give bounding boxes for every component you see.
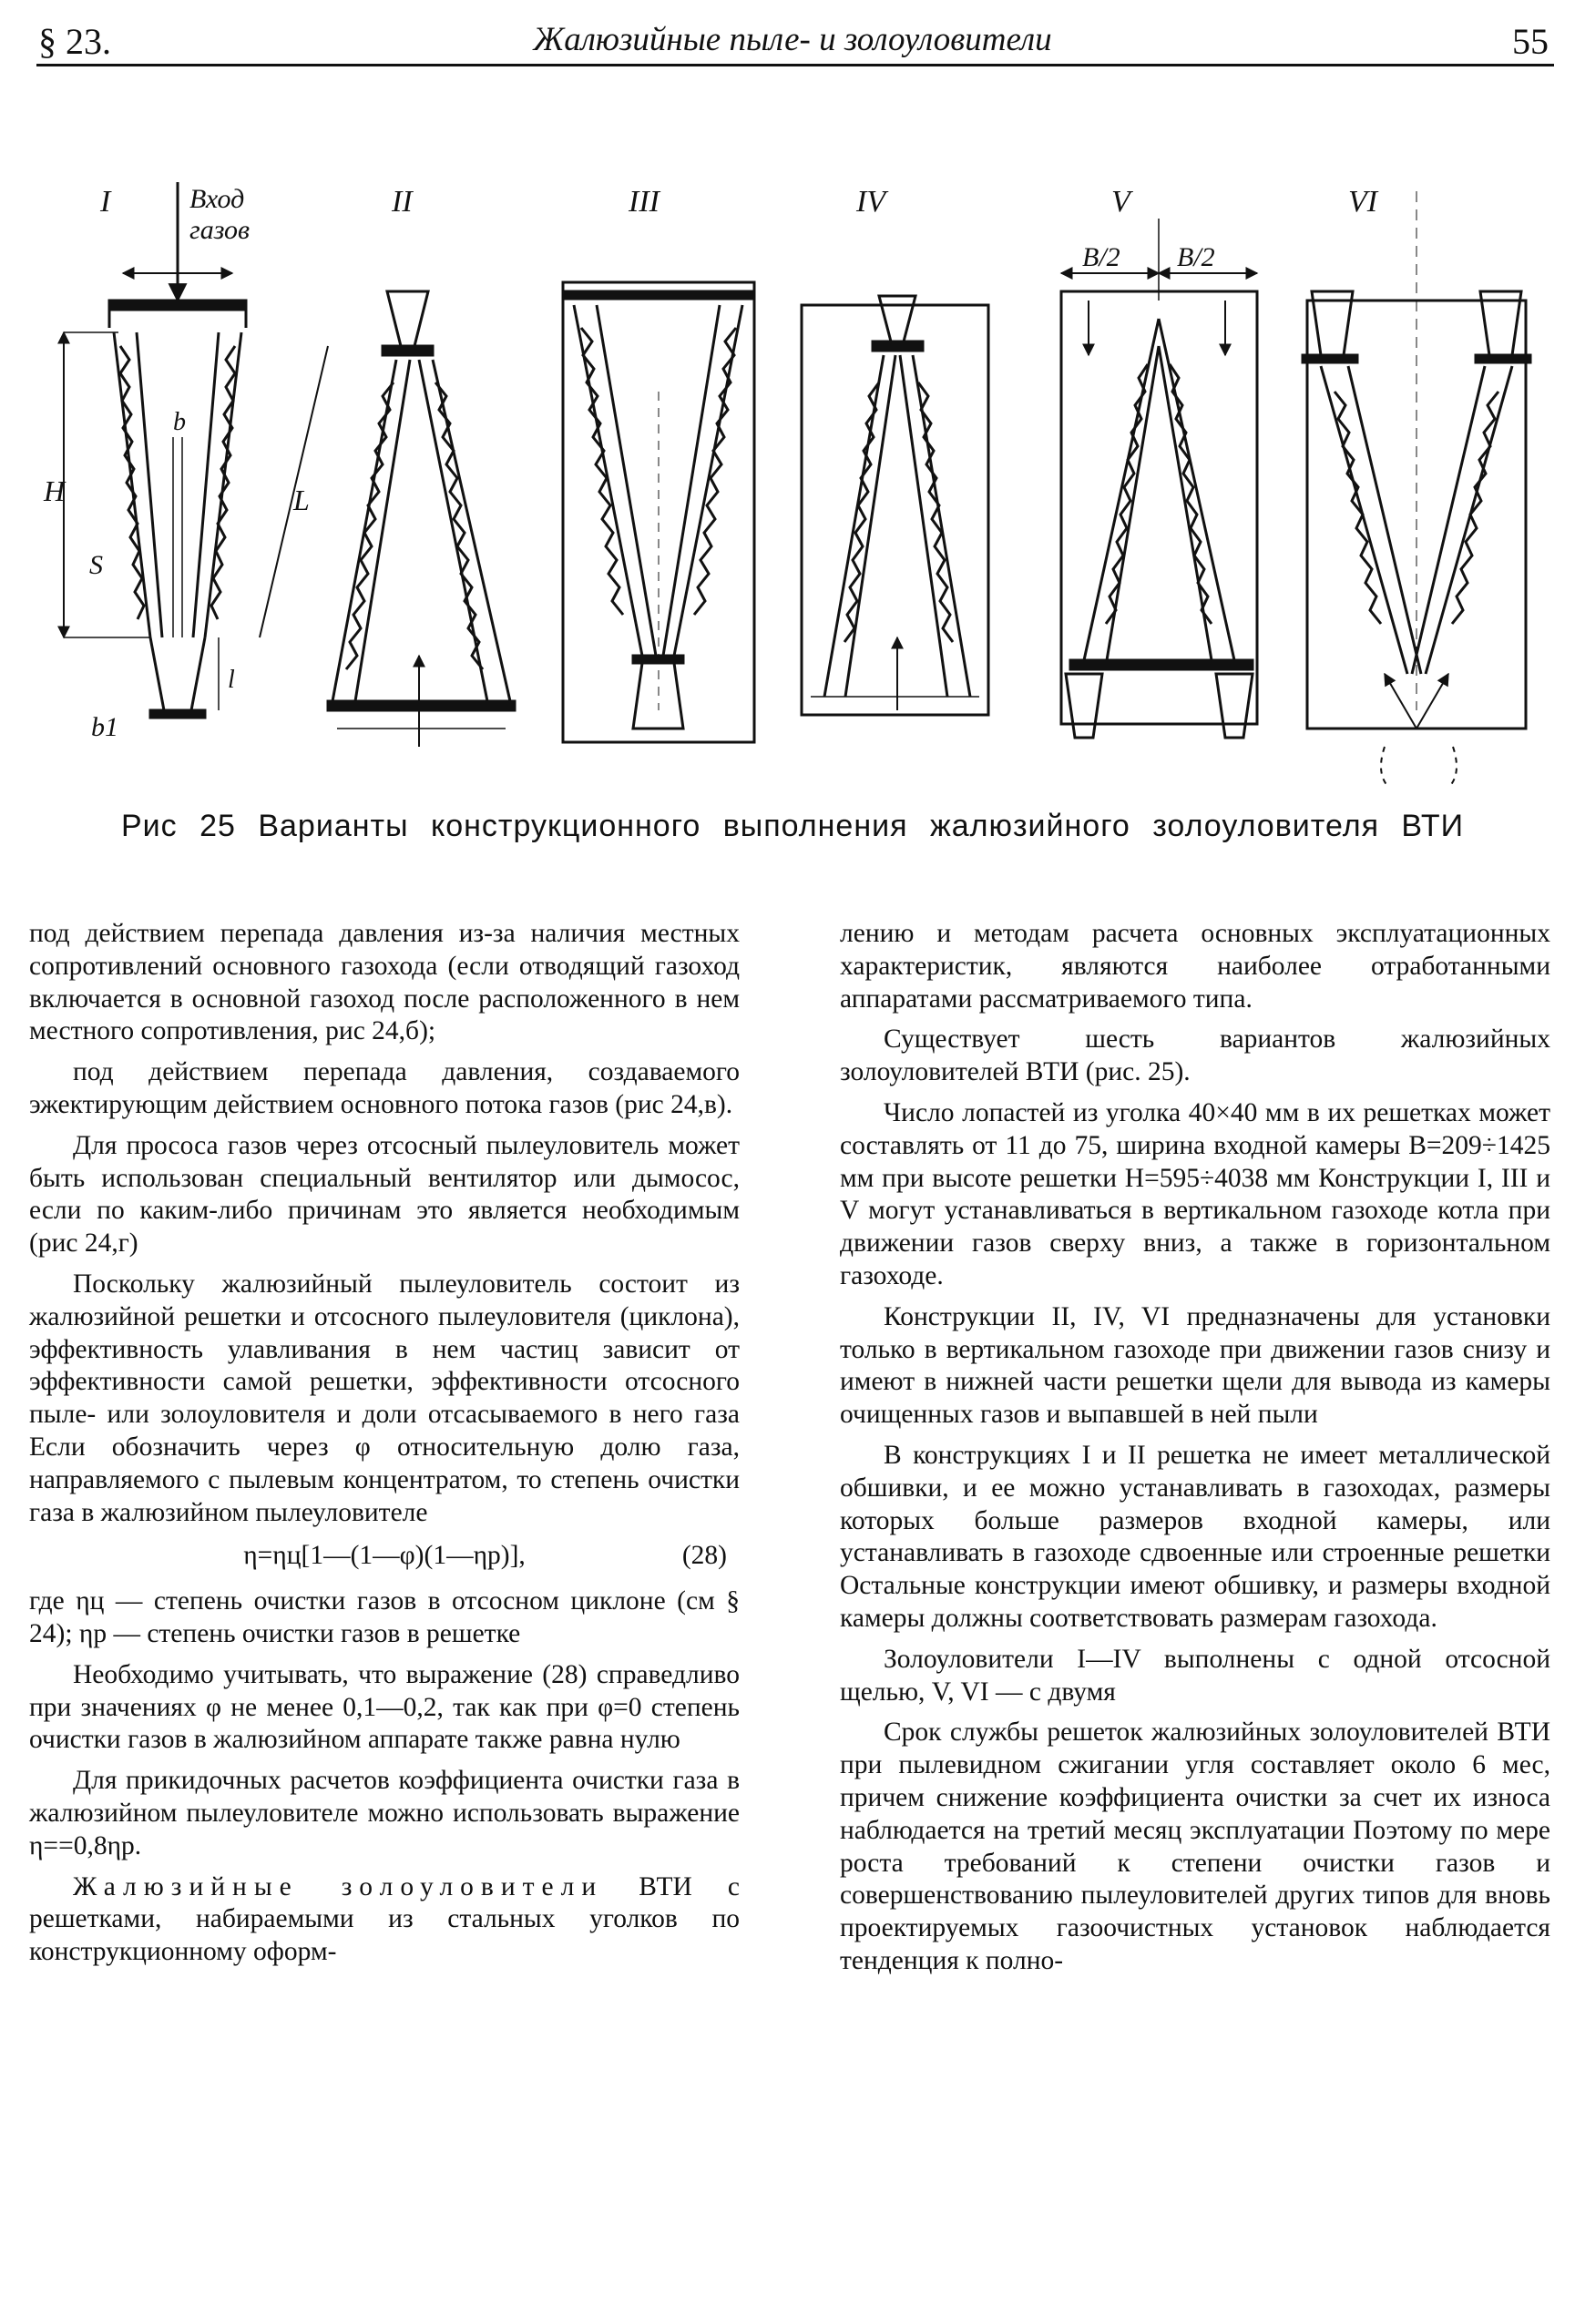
inlet-label-line2: газов [189,215,251,245]
variant-6-drawing [1303,191,1530,788]
section-number: § 23. [38,21,111,62]
right-paragraph-2: Существует шесть вариантов жалюзийных золоуловителей ВТИ (рис. 25). [840,1024,1550,1087]
variant-label-4: IV [856,185,886,219]
dim-S-label: S [89,550,103,580]
figure-drawing [36,164,1549,801]
variant-1-drawing [64,182,328,718]
equation-number: (28) [681,1541,727,1571]
variant-label-6: VI [1348,185,1378,219]
page-number: 55 [1512,21,1549,62]
dim-L-label: L [293,484,310,516]
left-paragraph-5: где ηц — степень очистки газов в отсосном циклоне (см § 24); ηр — степень очистки газов в решетке [29,1586,740,1648]
header-rule [36,64,1554,66]
right-paragraph-3: Число лопастей из уголка 40×40 мм в их решетках может составлять от 11 до 75, ширина входной камеры B=209÷1425 мм при высоте решетки H=595÷4038 мм Конструкции I, III и V могут устанавливаться в вертикальном газоходе котла при движении газов сверху вниз, а также в горизонтальном газоходе. [840,1097,1550,1290]
dim-B-half-right-label: B/2 [1177,242,1215,272]
variant-label-2: II [392,185,413,219]
figure-caption: Рис 25 Варианты конструкционного выполнения жалюзийного золоуловителя ВТИ [120,809,1465,843]
variant-3-drawing [563,282,754,742]
left-paragraph-4: Поскольку жалюзийный пылеуловитель состоит из жалюзийной решетки и отсосного пылеуловителя (циклона), эффективность улавливания в нем частиц зависит от эффективности самой решетки, эффективности отсосного пыле- или золоуловителя и доли отсасываемого в него газа Если обозначить через φ относительную долю газа, направляемого с пылевым концентратом, то степень очистки газа в жалюзийном пылеуловителе [29,1269,740,1527]
left-paragraph-3: Для прососа газов через отсосный пылеуловитель может быть использован специальный вентилятор или дымосос, если по каким-либо причинам это является необходимым (рис 24,г) [29,1130,740,1259]
right-column [840,918,1550,1986]
running-title: Жалюзийные пыле- и золоуловители [533,21,1052,58]
left-paragraph-1: под действием перепада давления из-за наличия местных сопротивлений основного газохода (если отводящий газоход включается в основной газоход после расположенного в нем местного сопротивления, рис 24,б); [29,919,740,1046]
variant-2-drawing [328,291,515,747]
dim-b1-label: b1 [91,712,118,742]
dim-l-label: l [228,666,235,694]
equation-body: η=ηц[1—(1—φ)(1—ηр)], [243,1541,526,1571]
inlet-label-line1: Вход [189,184,245,214]
dim-B-half-left-label: B/2 [1082,242,1120,272]
equation-28 [29,1540,740,1573]
figure-25 [36,164,1549,801]
variant-label-5: V [1111,185,1130,219]
left-paragraph-7: Для прикидочных расчетов коэффициента очистки газа в жалюзийном пылеуловителе можно использовать выражение η==0,8ηр. [29,1766,740,1860]
left-paragraph-8 [29,1871,740,1969]
variant-5-drawing [1061,219,1257,738]
variant-label-1: I [100,185,111,219]
left-paragraph-6: Необходимо учитывать, что выражение (28) справедливо при значениях φ не менее 0,1—0,2, так как при φ=0 степень очистки газов в жалюзийном аппарате также равна нулю [29,1659,740,1755]
variant-label-3: III [629,185,660,219]
spaced-heading: Жалюзийные золоуловители [73,1871,604,1901]
right-paragraph-6: Золоуловители I—IV выполнены с одной отсосной щелью, V, VI — с двумя [840,1644,1550,1707]
dim-b-label: b [173,408,186,436]
variant-4-drawing [802,296,988,715]
left-column [29,918,740,1977]
left-paragraph-8-rest: ВТИ с решетками, набираемыми из стальных уголков по конструкционному оформ- [29,1871,740,1967]
right-paragraph-4: Конструкции II, IV, VI предназначены для установки только в вертикальном газоходе при движении газов снизу и имеют в нижней части решетки щели для вывода из камеры очищенных газов и выпавшей в ней пыли [840,1301,1550,1430]
right-paragraph-5: В конструкциях I и II решетка не имеет металлической обшивки, и ее можно устанавливать в газоходах, размеры которых больше размеров входной камеры, или устанавливать в газоходе сдвоенные или строенные решетки Остальные конструкции имеют обшивку, и размеры входной камеры должны соответствовать размерам газохода. [840,1440,1550,1633]
right-paragraph-1: лению и методам расчета основных эксплуатационных характеристик, являются наиболее отработанными аппаратами рассматриваемого типа. [840,919,1550,1014]
left-paragraph-2: под действием перепада давления, создаваемого эжектирующим действием основного потока газов (рис 24,в). [29,1057,740,1119]
running-header [36,16,1549,69]
dim-H-label: H [44,474,66,507]
right-paragraph-7: Срок службы решеток жалюзийных золоуловителей ВТИ при пылевидном сжигании угля составляет около 6 мес, причем снижение коэффициента очистки за счет их износа наблюдается на третий месяц эксплуатации Поэтому по мере роста требований к степени очистки газов и совершенствованию пылеуловителей других типов для вновь проектируемых газоочистных установок наблюдается тенденция к полно- [840,1718,1550,1975]
